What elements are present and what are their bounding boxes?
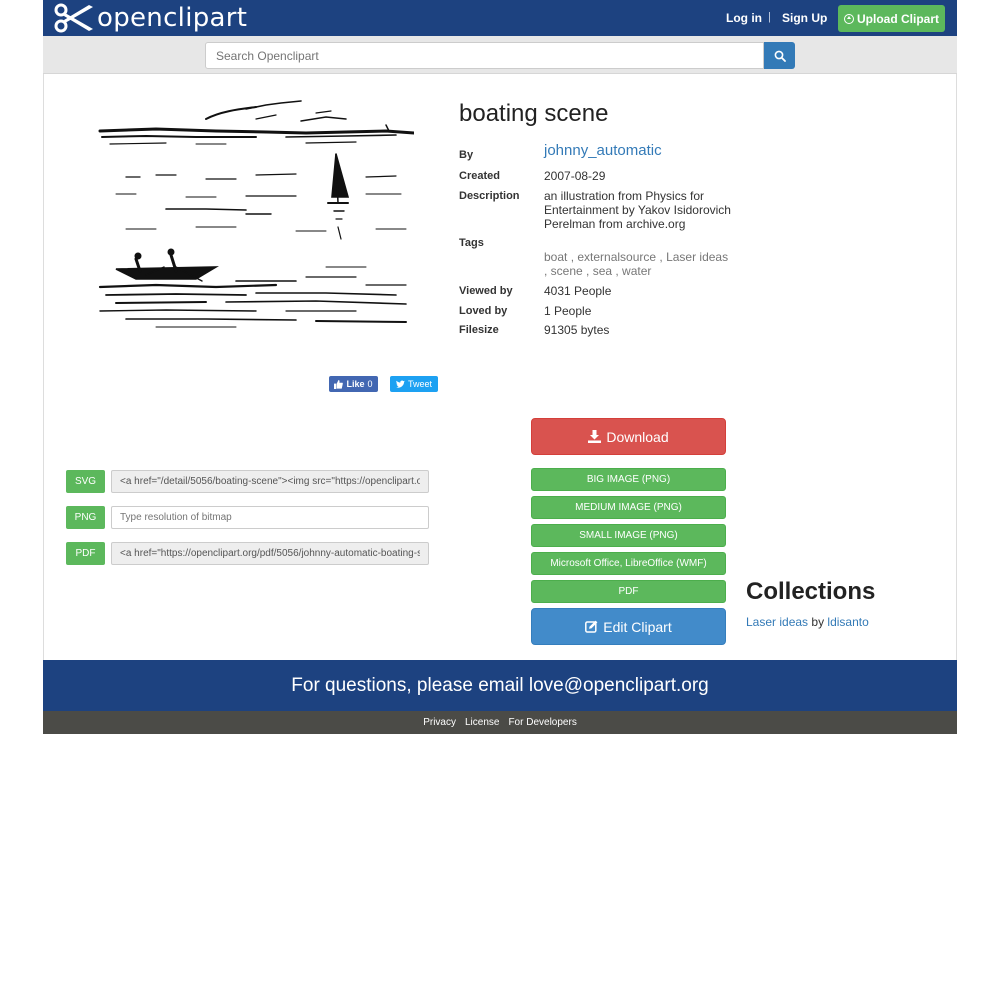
twitter-icon	[396, 380, 405, 388]
tweet-button[interactable]	[390, 376, 438, 392]
footer-message: For questions, please email love@openclipart.org	[291, 674, 709, 696]
detail-label-created: Created	[459, 170, 500, 182]
embed-label-png[interactable]: PNG	[66, 506, 105, 529]
detail-value-filesize: 91305 bytes	[544, 323, 610, 337]
edit-icon	[585, 620, 598, 633]
upload-label: Upload Clipart	[856, 11, 939, 26]
facebook-like-button[interactable]	[329, 376, 378, 392]
embed-code-svg-input[interactable]	[111, 470, 429, 493]
download-small-png-button[interactable]: SMALL IMAGE (PNG)	[531, 524, 726, 547]
search-input[interactable]	[205, 42, 764, 69]
privacy-link[interactable]: Privacy	[423, 717, 456, 728]
embed-label-svg[interactable]: SVG	[66, 470, 105, 493]
edit-label: Edit Clipart	[603, 618, 672, 635]
png-resolution-input[interactable]	[111, 506, 429, 529]
detail-value-tags[interactable]: boat , externalsource , Laser ideas , scene , sea , water	[544, 250, 729, 278]
download-pdf-button[interactable]: PDF	[531, 580, 726, 603]
embed-label-pdf[interactable]: PDF	[66, 542, 105, 565]
download-medium-png-button[interactable]: MEDIUM IMAGE (PNG)	[531, 496, 726, 519]
search-icon	[774, 50, 786, 62]
like-label: Like	[346, 379, 365, 389]
nav-separator: |	[768, 11, 771, 23]
subfooter	[43, 711, 957, 734]
download-wmf-button[interactable]: Microsoft Office, LibreOffice (WMF)	[531, 552, 726, 575]
search-bar	[43, 36, 957, 74]
embed-code-pdf-input[interactable]	[111, 542, 429, 565]
detail-value-viewed: 4031 People	[544, 284, 612, 298]
signup-link[interactable]: Sign Up	[782, 11, 828, 25]
collections-title: Collections	[746, 578, 876, 605]
footer	[43, 660, 957, 711]
clipart-title: boating scene	[459, 100, 609, 127]
download-icon	[588, 430, 601, 443]
scissors-icon	[53, 2, 95, 34]
detail-label-filesize: Filesize	[459, 324, 499, 336]
collection-author-link[interactable]: ldisanto	[827, 615, 869, 629]
login-link[interactable]: Log in	[726, 11, 762, 25]
upload-clipart-button[interactable]	[838, 5, 945, 32]
detail-value-loved: 1 People	[544, 304, 592, 318]
detail-value-created: 2007-08-29	[544, 169, 606, 183]
collection-by-text: by	[811, 615, 825, 629]
author-link[interactable]: johnny_automatic	[544, 142, 662, 159]
clipart-preview-image	[96, 99, 414, 331]
detail-label-by: By	[459, 149, 474, 161]
logo[interactable]	[53, 2, 247, 34]
logo-text: openclipart	[97, 3, 248, 33]
detail-label-viewed: Viewed by	[459, 285, 513, 297]
license-link[interactable]: License	[464, 717, 500, 728]
detail-label-description: Description	[459, 190, 520, 202]
collection-link[interactable]: Laser ideas	[746, 615, 809, 629]
upload-icon	[844, 14, 854, 24]
collection-item	[746, 615, 869, 629]
download-label: Download	[606, 428, 669, 445]
edit-clipart-button[interactable]	[531, 608, 726, 645]
detail-value-description: an illustration from Physics for Entertainment by Yakov Isidorovich Perelman from archive.org	[544, 189, 731, 231]
detail-label-tags: Tags	[459, 237, 484, 249]
detail-label-loved: Loved by	[459, 305, 508, 317]
navbar	[43, 0, 957, 36]
tweet-label: Tweet	[407, 379, 432, 389]
search-button[interactable]	[764, 42, 795, 69]
download-big-png-button[interactable]: BIG IMAGE (PNG)	[531, 468, 726, 491]
developers-link[interactable]: For Developers	[508, 717, 577, 728]
main-content	[43, 74, 957, 660]
like-count: 0	[367, 379, 373, 389]
download-button[interactable]	[531, 418, 726, 455]
thumbs-up-icon	[334, 380, 343, 389]
